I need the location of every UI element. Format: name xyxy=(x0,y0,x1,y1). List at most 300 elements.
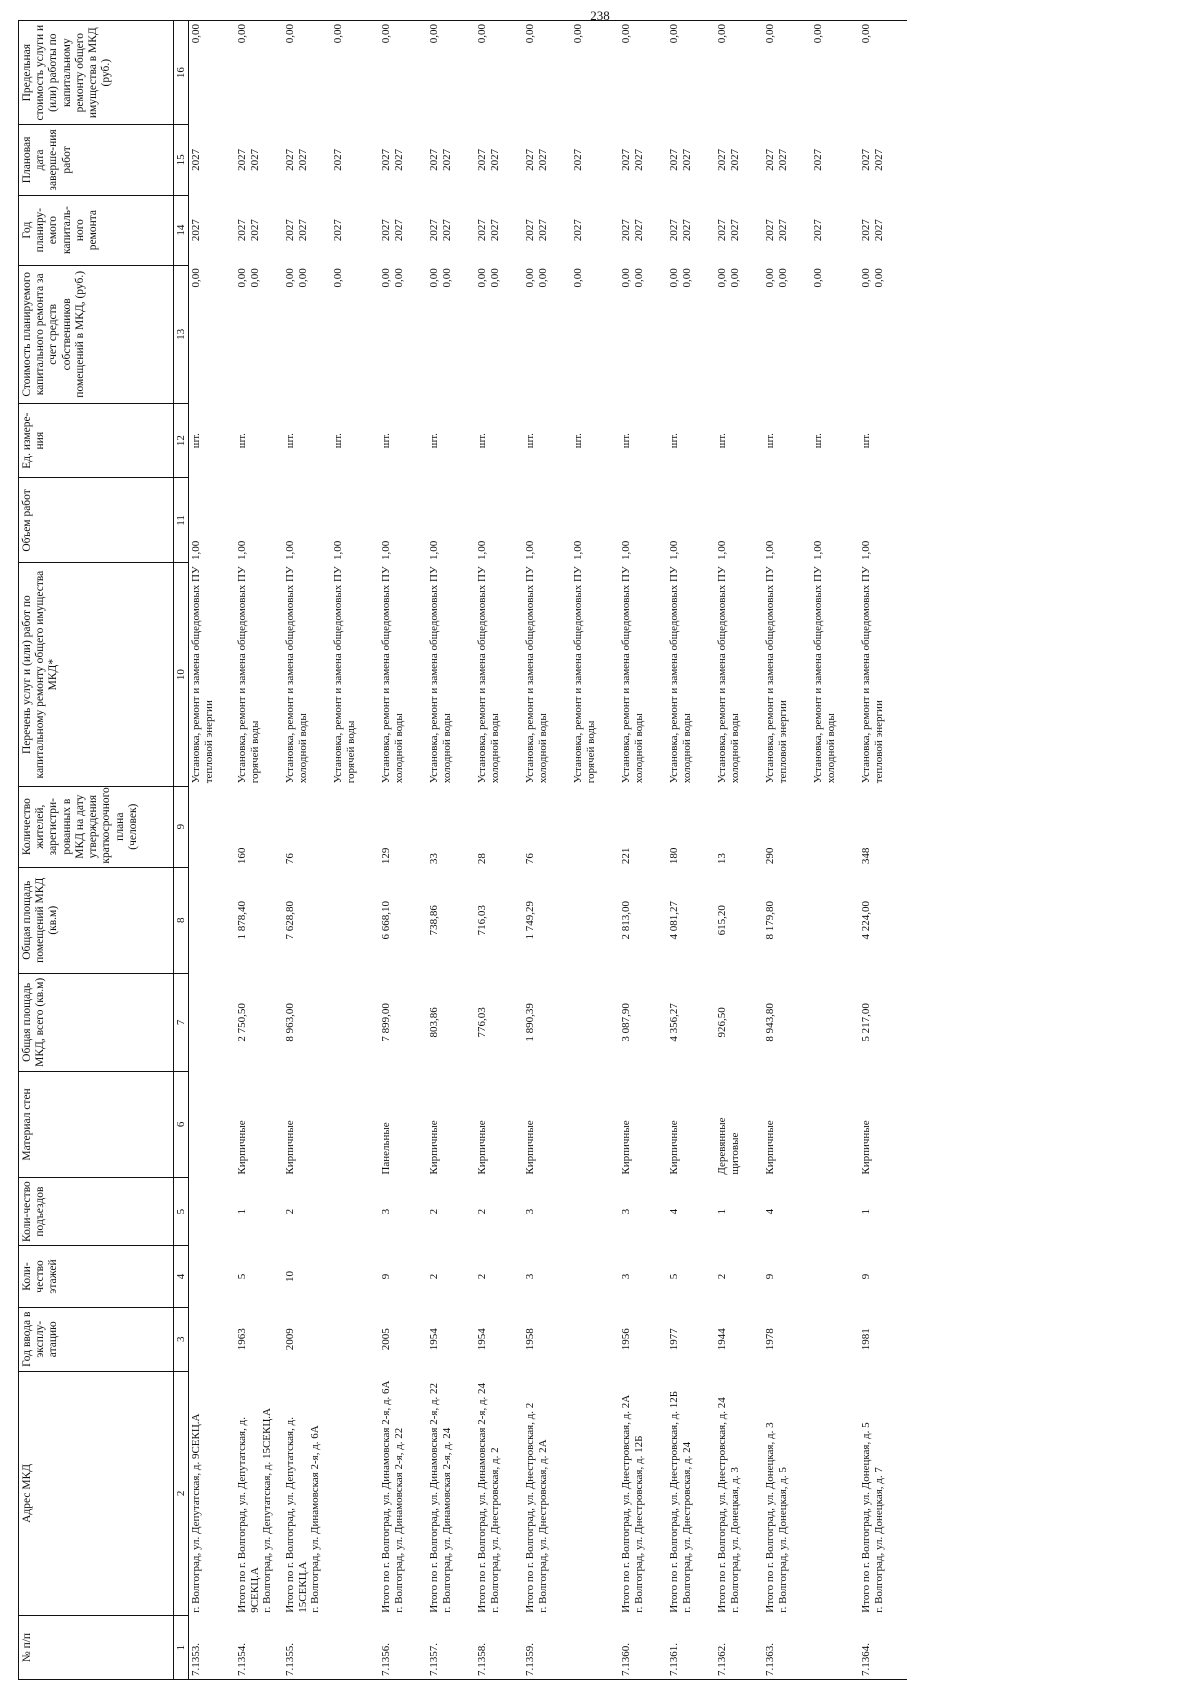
rooms-area: 615,20 xyxy=(716,905,728,936)
entrances-count xyxy=(331,1178,379,1246)
limit-cost: 0,00 xyxy=(380,24,392,44)
end-year: 2027 xyxy=(248,148,261,171)
header-cell: Ед. измере-ния xyxy=(19,403,174,477)
unit: шт. xyxy=(380,433,392,449)
total-plan-year: 2027 xyxy=(764,219,776,242)
row-number: 7.1361. xyxy=(668,1643,680,1676)
table-row xyxy=(189,21,236,1680)
cost-cell xyxy=(667,265,715,403)
entrances-count: 3 xyxy=(524,1208,536,1215)
address: г. Волгоград, ул. Донецкая, д. 5 xyxy=(776,1467,789,1613)
total-cost: 0,00 xyxy=(620,268,632,288)
cost: 0,00 xyxy=(572,268,584,288)
column-number: 13 xyxy=(174,265,189,403)
header-cell: Коли-чество подъездов xyxy=(19,1178,174,1246)
row-number: 7.1358. xyxy=(476,1643,488,1676)
cost-cell xyxy=(331,265,379,403)
end-year: 2027 xyxy=(296,148,309,171)
header-cell: № п/п xyxy=(19,1616,174,1680)
cost: 0,00 xyxy=(440,268,453,288)
column-number: 4 xyxy=(174,1246,189,1308)
plan-year: 2027 xyxy=(572,219,584,242)
end-year-cell xyxy=(379,125,427,195)
work-description: Установка, ремонт и замена общедомовых ПУ холодной воды xyxy=(284,566,309,784)
table-row xyxy=(427,21,475,1680)
residents-count: 33 xyxy=(428,853,440,865)
end-year: 2027 xyxy=(440,148,453,171)
row-number: 7.1357. xyxy=(428,1643,440,1676)
cost-cell xyxy=(379,265,427,403)
limit-cost: 0,00 xyxy=(716,24,728,44)
work-volume: 1,00 xyxy=(380,540,392,560)
floors-count xyxy=(331,1246,379,1308)
work-description: Установка, ремонт и замена общедомовых ПУ тепловой энергии xyxy=(860,566,885,784)
header-cell: Общая площадь МКД, всего (кв.м) xyxy=(19,973,174,1071)
end-year-cell xyxy=(427,125,475,195)
total-area: 926,50 xyxy=(716,1007,728,1038)
total-plan-year: 2027 xyxy=(476,219,488,242)
plan-year-cell xyxy=(475,195,523,265)
address: г. Волгоград, ул. Депутатская, д. 9СЕКЦ.А xyxy=(190,1413,202,1613)
total-plan-year: 2027 xyxy=(236,219,248,242)
table-row xyxy=(667,21,715,1680)
total-end-year: 2027 xyxy=(476,148,488,171)
limit-cost: 0,00 xyxy=(284,24,296,44)
year-built: 1954 xyxy=(476,1328,488,1351)
unit: шт. xyxy=(572,433,584,449)
header-row xyxy=(19,21,174,1680)
total-area: 803,86 xyxy=(428,1007,440,1038)
floors-count: 2 xyxy=(716,1273,728,1280)
total-label: Итого по г. Волгоград, ул. Депутатская, д. 9СЕКЦ.А xyxy=(236,1417,261,1613)
wall-material: Кирпичные xyxy=(428,1120,440,1175)
limit-cost: 0,00 xyxy=(764,24,776,44)
plan-year: 2027 xyxy=(248,219,261,242)
residents-count: 76 xyxy=(524,853,536,865)
wall-material: Деревянные щитовые xyxy=(716,1117,741,1175)
address-cell xyxy=(859,1371,907,1616)
limit-cost: 0,00 xyxy=(668,24,680,44)
column-number: 7 xyxy=(174,973,189,1071)
end-year: 2027 xyxy=(190,148,202,171)
total-plan-year: 2027 xyxy=(428,219,440,242)
rooms-area: 716,03 xyxy=(476,905,488,936)
work-volume: 1,00 xyxy=(524,540,536,560)
rooms-area xyxy=(811,867,859,973)
header-cell: Год ввода в эксплу-атацию xyxy=(19,1307,174,1371)
residents-count xyxy=(331,786,379,867)
entrances-count xyxy=(811,1178,859,1246)
entrances-count: 3 xyxy=(620,1208,632,1215)
plan-year-cell xyxy=(283,195,331,265)
year-built: 1978 xyxy=(764,1328,776,1351)
entrances-count xyxy=(189,1178,236,1246)
rooms-area: 4 081,27 xyxy=(668,901,680,940)
entrances-count: 1 xyxy=(236,1208,248,1215)
limit-cost: 0,00 xyxy=(190,24,202,44)
total-end-year: 2027 xyxy=(716,148,728,171)
rotated-table-container xyxy=(18,20,1198,1680)
address: г. Волгоград, ул. Депутатская, д. 15СЕКЦ.А xyxy=(261,1408,274,1613)
table-row xyxy=(523,21,571,1680)
plan-year-cell xyxy=(189,195,236,265)
rooms-area: 7 628,80 xyxy=(284,901,296,940)
total-area: 1 890,39 xyxy=(524,1003,536,1042)
plan-year-cell xyxy=(235,195,283,265)
residents-count: 160 xyxy=(236,847,248,865)
end-year: 2027 xyxy=(728,148,741,171)
limit-cost: 0,00 xyxy=(860,24,872,44)
end-year: 2027 xyxy=(572,148,584,171)
plan-year-cell xyxy=(619,195,667,265)
address: г. Волгоград, ул. Днестровская, д. 12Б xyxy=(632,1435,645,1613)
table-row xyxy=(235,21,283,1680)
unit: шт. xyxy=(428,433,440,449)
plan-year: 2027 xyxy=(776,219,789,242)
year-built: 1944 xyxy=(716,1328,728,1351)
limit-cost: 0,00 xyxy=(332,24,344,44)
rooms-area xyxy=(331,867,379,973)
limit-cost: 0,00 xyxy=(572,24,584,44)
row-number xyxy=(571,1616,619,1680)
total-end-year: 2027 xyxy=(524,148,536,171)
address-cell xyxy=(235,1371,283,1616)
end-year-cell xyxy=(475,125,523,195)
plan-year-cell xyxy=(859,195,907,265)
row-number: 7.1354. xyxy=(236,1643,248,1676)
total-cost: 0,00 xyxy=(476,268,488,288)
total-label: Итого по г. Волгоград, ул. Динамовская 2-я, д. 22 xyxy=(428,1382,440,1613)
total-label: Итого по г. Волгоград, ул. Днестровская, д. 12Б xyxy=(668,1390,680,1613)
row-number xyxy=(811,1616,859,1680)
header-cell: Коли-чество этажей xyxy=(19,1246,174,1308)
column-number: 8 xyxy=(174,867,189,973)
total-plan-year: 2027 xyxy=(860,219,872,242)
end-year-cell xyxy=(763,125,811,195)
rooms-area: 738,86 xyxy=(428,905,440,936)
total-end-year: 2027 xyxy=(764,148,776,171)
address-cell xyxy=(427,1371,475,1616)
limit-cost: 0,00 xyxy=(476,24,488,44)
wall-material: Кирпичные xyxy=(620,1120,632,1175)
row-number: 7.1364. xyxy=(860,1643,872,1676)
work-description: Установка, ремонт и замена общедомовых ПУ горячей воды xyxy=(572,566,597,784)
table-row xyxy=(331,21,379,1680)
header-cell: Перечень услуг и (или) работ по капитальному ремонту общего имущества МКД* xyxy=(19,563,174,786)
cost: 0,00 xyxy=(296,268,309,288)
total-area xyxy=(811,973,859,1071)
floors-count xyxy=(189,1246,236,1308)
work-volume: 1,00 xyxy=(764,540,776,560)
wall-material xyxy=(571,1071,619,1177)
work-description: Установка, ремонт и замена общедомовых ПУ горячей воды xyxy=(332,566,357,784)
plan-year-cell xyxy=(811,195,859,265)
residents-count: 348 xyxy=(860,847,872,865)
unit: шт. xyxy=(668,433,680,449)
residents-count: 180 xyxy=(668,847,680,865)
unit: шт. xyxy=(190,433,202,449)
total-plan-year: 2027 xyxy=(380,219,392,242)
address-cell xyxy=(811,1371,859,1616)
residents-count xyxy=(189,786,236,867)
column-number: 14 xyxy=(174,195,189,265)
entrances-count: 4 xyxy=(668,1208,680,1215)
total-area: 2 750,50 xyxy=(236,1003,248,1042)
address-cell xyxy=(571,1371,619,1616)
work-description: Установка, ремонт и замена общедомовых ПУ холодной воды xyxy=(524,566,549,784)
column-number: 9 xyxy=(174,786,189,867)
address: г. Волгоград, ул. Днестровская, д. 2А xyxy=(536,1439,549,1613)
work-description: Установка, ремонт и замена общедомовых ПУ холодной воды xyxy=(668,566,693,784)
entrances-count: 2 xyxy=(476,1208,488,1215)
address-cell xyxy=(379,1371,427,1616)
floors-count: 5 xyxy=(236,1273,248,1280)
header-cell: Объем работ xyxy=(19,478,174,563)
wall-material: Кирпичные xyxy=(284,1120,296,1175)
work-volume: 1,00 xyxy=(236,540,248,560)
plan-year-cell xyxy=(763,195,811,265)
residents-count: 129 xyxy=(380,847,392,865)
total-area: 8 963,00 xyxy=(284,1003,296,1042)
total-label: Итого по г. Волгоград, ул. Динамовская 2-я, д. 6А xyxy=(380,1380,392,1613)
row-number: 7.1355. xyxy=(284,1643,296,1676)
total-cost: 0,00 xyxy=(860,268,872,288)
floors-count: 9 xyxy=(860,1273,872,1280)
table-row xyxy=(283,21,331,1680)
address: г. Волгоград, ул. Динамовская 2-я, д. 22 xyxy=(392,1427,405,1613)
end-year-cell xyxy=(571,125,619,195)
column-number: 3 xyxy=(174,1307,189,1371)
year-built: 2005 xyxy=(380,1328,392,1351)
rooms-area: 4 224,00 xyxy=(860,901,872,940)
end-year-cell xyxy=(523,125,571,195)
year-built: 2009 xyxy=(284,1328,296,1351)
cost-cell xyxy=(283,265,331,403)
cost: 0,00 xyxy=(536,268,549,288)
address-cell xyxy=(283,1371,331,1616)
row-number: 7.1360. xyxy=(620,1643,632,1676)
year-built xyxy=(811,1307,859,1371)
address-cell xyxy=(667,1371,715,1616)
total-area xyxy=(571,973,619,1071)
work-description: Установка, ремонт и замена общедомовых ПУ холодной воды xyxy=(620,566,645,784)
total-cost: 0,00 xyxy=(716,268,728,288)
plan-year: 2027 xyxy=(296,219,309,242)
address-cell xyxy=(331,1371,379,1616)
address-cell xyxy=(619,1371,667,1616)
total-cost: 0,00 xyxy=(236,268,248,288)
end-year: 2027 xyxy=(812,148,824,171)
limit-cost: 0,00 xyxy=(620,24,632,44)
floors-count: 9 xyxy=(380,1273,392,1280)
cost: 0,00 xyxy=(812,268,824,288)
unit: шт. xyxy=(284,433,296,449)
work-volume: 1,00 xyxy=(284,540,296,560)
end-year-cell xyxy=(715,125,763,195)
rooms-area: 6 668,10 xyxy=(380,901,392,940)
floors-count: 10 xyxy=(284,1270,296,1282)
cost: 0,00 xyxy=(392,268,405,288)
column-number: 11 xyxy=(174,478,189,563)
row-number: 7.1356. xyxy=(380,1643,392,1676)
cost-cell xyxy=(427,265,475,403)
address: г. Волгоград, ул. Донецкая, д. 7 xyxy=(872,1467,885,1613)
work-description: Установка, ремонт и замена общедомовых ПУ холодной воды xyxy=(812,566,837,784)
end-year: 2027 xyxy=(536,148,549,171)
header-cell: Адрес МКД xyxy=(19,1371,174,1616)
work-description: Установка, ремонт и замена общедомовых ПУ холодной воды xyxy=(380,566,405,784)
header-cell: Материал стен xyxy=(19,1071,174,1177)
entrances-count: 3 xyxy=(380,1208,392,1215)
total-label: Итого по г. Волгоград, ул. Днестровская, д. 24 xyxy=(716,1397,728,1613)
plan-year: 2027 xyxy=(332,219,344,242)
cost: 0,00 xyxy=(190,268,202,288)
header-cell: Количество жителей, зарегистри-рованных в МКД на дату утверждения краткосрочного плана (человек) xyxy=(19,786,174,867)
unit: шт. xyxy=(812,433,824,449)
end-year-cell xyxy=(619,125,667,195)
column-number: 15 xyxy=(174,125,189,195)
end-year: 2027 xyxy=(332,148,344,171)
page-number: 238 xyxy=(590,8,610,23)
work-volume: 1,00 xyxy=(716,540,728,560)
total-cost: 0,00 xyxy=(380,268,392,288)
wall-material xyxy=(189,1071,236,1177)
end-year: 2027 xyxy=(632,148,645,171)
cost-cell xyxy=(235,265,283,403)
row-number: 7.1353. xyxy=(190,1643,202,1676)
total-end-year: 2027 xyxy=(236,148,248,171)
total-label: Итого по г. Волгоград, ул. Донецкая, д. 3 xyxy=(764,1422,776,1613)
plan-year-cell xyxy=(427,195,475,265)
plan-year: 2027 xyxy=(536,219,549,242)
unit: шт. xyxy=(524,433,536,449)
cost-cell xyxy=(619,265,667,403)
limit-cost: 0,00 xyxy=(236,24,248,44)
work-volume: 1,00 xyxy=(860,540,872,560)
total-plan-year: 2027 xyxy=(524,219,536,242)
year-built: 1956 xyxy=(620,1328,632,1351)
address: г. Волгоград, ул. Динамовская 2-я, д. 6А xyxy=(309,1425,322,1613)
residents-count: 76 xyxy=(284,853,296,865)
row-number xyxy=(331,1616,379,1680)
year-built xyxy=(189,1307,236,1371)
end-year-cell xyxy=(331,125,379,195)
column-number: 12 xyxy=(174,403,189,477)
total-cost: 0,00 xyxy=(524,268,536,288)
end-year-cell xyxy=(283,125,331,195)
end-year: 2027 xyxy=(680,148,693,171)
total-area: 7 899,00 xyxy=(380,1003,392,1042)
wall-material: Кирпичные xyxy=(524,1120,536,1175)
floors-count: 3 xyxy=(620,1273,632,1280)
work-description: Установка, ремонт и замена общедомовых ПУ тепловой энергии xyxy=(764,566,789,784)
address-cell xyxy=(763,1371,811,1616)
floors-count xyxy=(811,1246,859,1308)
address: г. Волгоград, ул. Динамовская 2-я, д. 24 xyxy=(440,1427,453,1613)
plan-year: 2027 xyxy=(632,219,645,242)
end-year-cell xyxy=(235,125,283,195)
address-cell xyxy=(475,1371,523,1616)
header-cell: Год планиру-емого капиталь-ного ремонта xyxy=(19,195,174,265)
cost-cell xyxy=(523,265,571,403)
year-built: 1981 xyxy=(860,1328,872,1351)
total-end-year: 2027 xyxy=(428,148,440,171)
wall-material: Кирпичные xyxy=(764,1120,776,1175)
rooms-area xyxy=(571,867,619,973)
total-plan-year: 2027 xyxy=(620,219,632,242)
table-body xyxy=(189,21,908,1680)
cost-cell xyxy=(715,265,763,403)
column-number: 10 xyxy=(174,563,189,786)
table-row xyxy=(715,21,763,1680)
work-volume: 1,00 xyxy=(190,540,202,560)
total-area: 776,03 xyxy=(476,1007,488,1038)
plan-year-cell xyxy=(379,195,427,265)
capital-repair-table xyxy=(18,20,907,1680)
wall-material: Кирпичные xyxy=(668,1120,680,1175)
address: г. Волгоград, ул. Днестровская, д. 24 xyxy=(680,1441,693,1613)
table-row xyxy=(571,21,619,1680)
rooms-area: 2 813,00 xyxy=(620,901,632,940)
total-cost: 0,00 xyxy=(764,268,776,288)
limit-cost: 0,00 xyxy=(812,24,824,44)
end-year: 2027 xyxy=(488,148,501,171)
column-number-row xyxy=(174,21,189,1680)
plan-year-cell xyxy=(523,195,571,265)
table-row xyxy=(811,21,859,1680)
unit: шт. xyxy=(332,433,344,449)
address: г. Волгоград, ул. Днестровская, д. 2 xyxy=(488,1447,501,1613)
plan-year: 2027 xyxy=(488,219,501,242)
work-volume: 1,00 xyxy=(332,540,344,560)
residents-count: 290 xyxy=(764,847,776,865)
total-end-year: 2027 xyxy=(668,148,680,171)
work-volume: 1,00 xyxy=(620,540,632,560)
plan-year: 2027 xyxy=(728,219,741,242)
rooms-area: 1 749,29 xyxy=(524,901,536,940)
plan-year: 2027 xyxy=(812,219,824,242)
cost-cell xyxy=(859,265,907,403)
floors-count: 2 xyxy=(476,1273,488,1280)
end-year-cell xyxy=(667,125,715,195)
total-cost: 0,00 xyxy=(428,268,440,288)
work-volume: 1,00 xyxy=(668,540,680,560)
cost: 0,00 xyxy=(728,268,741,288)
total-end-year: 2027 xyxy=(380,148,392,171)
unit: шт. xyxy=(620,433,632,449)
cost: 0,00 xyxy=(680,268,693,288)
total-plan-year: 2027 xyxy=(716,219,728,242)
cost: 0,00 xyxy=(632,268,645,288)
header-cell: Стоимость планируемого капитального ремонта за счет средств собственников помещений в МКД, (руб.) xyxy=(19,265,174,403)
end-year: 2027 xyxy=(872,148,885,171)
entrances-count: 1 xyxy=(716,1208,728,1215)
unit: шт. xyxy=(860,433,872,449)
plan-year: 2027 xyxy=(872,219,885,242)
table-row xyxy=(859,21,907,1680)
column-number: 5 xyxy=(174,1178,189,1246)
residents-count: 221 xyxy=(620,847,632,865)
rooms-area xyxy=(189,867,236,973)
floors-count: 2 xyxy=(428,1273,440,1280)
cost: 0,00 xyxy=(872,268,885,288)
end-year-cell xyxy=(811,125,859,195)
work-volume: 1,00 xyxy=(476,540,488,560)
total-plan-year: 2027 xyxy=(284,219,296,242)
wall-material: Панельные xyxy=(380,1122,392,1175)
end-year-cell xyxy=(189,125,236,195)
work-description: Установка, ремонт и замена общедомовых ПУ холодной воды xyxy=(476,566,501,784)
